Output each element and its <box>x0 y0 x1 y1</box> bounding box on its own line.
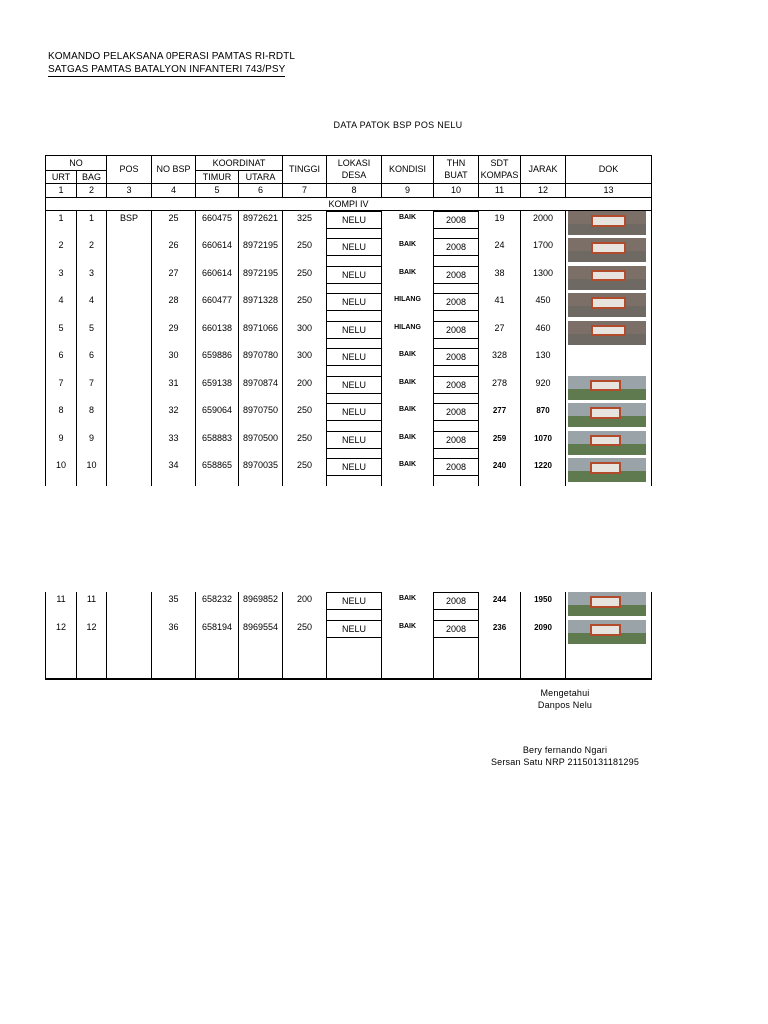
cell-urt: 3 <box>46 266 77 294</box>
patok-photo <box>568 376 646 400</box>
sig-danpos: Danpos Nelu <box>537 700 593 710</box>
cell-dok <box>566 431 652 459</box>
cell-pos <box>107 266 152 294</box>
cell-utara: 8970035 <box>239 458 283 486</box>
cell-timur: 658883 <box>196 431 239 459</box>
cell-dok <box>566 238 652 266</box>
table-row <box>46 321 652 349</box>
cell-utara: 8972621 <box>239 211 283 239</box>
cell-thn: 2008 <box>434 321 479 349</box>
cell-bag: 2 <box>77 238 107 266</box>
cell-urt: 5 <box>46 321 77 349</box>
cell-desa: NELU <box>327 238 382 266</box>
cell-pos <box>107 238 152 266</box>
cell-tinggi: 250 <box>283 620 327 648</box>
cell-tinggi: 250 <box>283 403 327 431</box>
cell-no-bsp: 33 <box>152 431 196 459</box>
col-kondisi: KONDISI <box>382 156 434 184</box>
cell-pos <box>107 348 152 376</box>
cell-kondisi: BAIK <box>382 238 434 266</box>
cell-bag: 11 <box>77 592 107 620</box>
cell-timur: 658865 <box>196 458 239 486</box>
col-no-bsp: NO BSP <box>152 156 196 184</box>
col-lokasi-desa: LOKASI DESA <box>327 156 382 184</box>
table-row <box>46 620 652 648</box>
cell-sdt: 277 <box>479 403 521 431</box>
patok-photo <box>568 458 646 482</box>
cell-urt: 10 <box>46 458 77 486</box>
cell-kondisi: HILANG <box>382 321 434 349</box>
cell-desa: NELU <box>327 403 382 431</box>
cell-jarak: 920 <box>521 376 566 404</box>
col-sdt-kompas: SDT KOMPAS <box>479 156 521 184</box>
cell-jarak: 1700 <box>521 238 566 266</box>
cell-utara: 8970750 <box>239 403 283 431</box>
cell-urt: 11 <box>46 592 77 620</box>
cell-no-bsp: 26 <box>152 238 196 266</box>
cell-pos <box>107 403 152 431</box>
cell-sdt: 236 <box>479 620 521 648</box>
cell-sdt: 27 <box>479 321 521 349</box>
cell-jarak: 2000 <box>521 211 566 239</box>
cell-utara: 8970500 <box>239 431 283 459</box>
cell-urt: 12 <box>46 620 77 648</box>
table-row <box>46 376 652 404</box>
cell-jarak: 2090 <box>521 620 566 648</box>
cell-timur: 659064 <box>196 403 239 431</box>
cell-thn: 2008 <box>434 238 479 266</box>
cell-urt: 9 <box>46 431 77 459</box>
cell-thn: 2008 <box>434 348 479 376</box>
cell-utara: 8972195 <box>239 238 283 266</box>
table-row <box>46 211 652 239</box>
cell-dok <box>566 403 652 431</box>
patok-photo <box>568 431 646 455</box>
group-label: KOMPI IV <box>46 198 652 211</box>
cell-no-bsp: 29 <box>152 321 196 349</box>
column-number-row <box>46 184 652 198</box>
cell-desa: NELU <box>327 620 382 648</box>
cell-bag: 9 <box>77 431 107 459</box>
sig-mengetahui: Mengetahui <box>540 688 590 698</box>
cell-thn: 2008 <box>434 293 479 321</box>
cell-sdt: 38 <box>479 266 521 294</box>
cell-desa: NELU <box>327 348 382 376</box>
col-number: 3 <box>107 184 152 198</box>
cell-timur: 660614 <box>196 266 239 294</box>
cell-no-bsp: 30 <box>152 348 196 376</box>
cell-pos <box>107 293 152 321</box>
cell-dok <box>566 266 652 294</box>
patok-photo <box>568 211 646 235</box>
col-koordinat: KOORDINAT <box>196 156 283 171</box>
cell-urt: 4 <box>46 293 77 321</box>
cell-kondisi: BAIK <box>382 348 434 376</box>
cell-timur: 660138 <box>196 321 239 349</box>
cell-tinggi: 250 <box>283 293 327 321</box>
cell-dok <box>566 620 652 648</box>
patok-photo <box>568 238 646 262</box>
cell-tinggi: 200 <box>283 376 327 404</box>
cell-pos <box>107 458 152 486</box>
data-table-continued <box>45 592 652 680</box>
cell-utara: 8970874 <box>239 376 283 404</box>
cell-bag: 12 <box>77 620 107 648</box>
sig-rank: Sersan Satu NRP 21150131181295 <box>490 757 640 767</box>
cell-urt: 1 <box>46 211 77 239</box>
cell-kondisi: BAIK <box>382 266 434 294</box>
cell-kondisi: BAIK <box>382 431 434 459</box>
col-number: 8 <box>327 184 382 198</box>
cell-sdt: 24 <box>479 238 521 266</box>
cell-sdt: 19 <box>479 211 521 239</box>
col-urt: URT <box>46 171 77 184</box>
patok-photo <box>568 403 646 427</box>
table-end-row <box>46 648 652 679</box>
col-dok: DOK <box>566 156 652 184</box>
cell-no-bsp: 36 <box>152 620 196 648</box>
cell-tinggi: 325 <box>283 211 327 239</box>
cell-desa: NELU <box>327 266 382 294</box>
patok-photo <box>568 293 646 317</box>
table-row <box>46 458 652 486</box>
col-timur: TIMUR <box>196 171 239 184</box>
cell-jarak: 450 <box>521 293 566 321</box>
cell-jarak: 1300 <box>521 266 566 294</box>
col-pos: POS <box>107 156 152 184</box>
col-no: NO <box>46 156 107 171</box>
cell-bag: 3 <box>77 266 107 294</box>
table-row <box>46 266 652 294</box>
cell-timur: 659886 <box>196 348 239 376</box>
cell-bag: 1 <box>77 211 107 239</box>
cell-tinggi: 250 <box>283 458 327 486</box>
data-table <box>45 155 652 486</box>
col-number: 7 <box>283 184 327 198</box>
cell-dok <box>566 592 652 620</box>
col-number: 6 <box>239 184 283 198</box>
cell-jarak: 1220 <box>521 458 566 486</box>
cell-jarak: 460 <box>521 321 566 349</box>
col-number: 4 <box>152 184 196 198</box>
col-utara: UTARA <box>239 171 283 184</box>
cell-no-bsp: 31 <box>152 376 196 404</box>
cell-kondisi: HILANG <box>382 293 434 321</box>
col-number: 12 <box>521 184 566 198</box>
cell-tinggi: 250 <box>283 238 327 266</box>
col-number: 5 <box>196 184 239 198</box>
cell-tinggi: 250 <box>283 431 327 459</box>
cell-pos <box>107 431 152 459</box>
cell-desa: NELU <box>327 211 382 239</box>
cell-urt: 8 <box>46 403 77 431</box>
cell-no-bsp: 25 <box>152 211 196 239</box>
cell-kondisi: BAIK <box>382 211 434 239</box>
cell-pos <box>107 592 152 620</box>
table-row <box>46 431 652 459</box>
cell-thn: 2008 <box>434 403 479 431</box>
cell-urt: 7 <box>46 376 77 404</box>
cell-timur: 660614 <box>196 238 239 266</box>
cell-timur: 660477 <box>196 293 239 321</box>
table-row <box>46 348 652 376</box>
cell-dok <box>566 321 652 349</box>
cell-kondisi: BAIK <box>382 620 434 648</box>
cell-sdt: 244 <box>479 592 521 620</box>
cell-thn: 2008 <box>434 620 479 648</box>
cell-thn: 2008 <box>434 592 479 620</box>
cell-timur: 658194 <box>196 620 239 648</box>
cell-sdt: 328 <box>479 348 521 376</box>
cell-jarak: 1950 <box>521 592 566 620</box>
cell-bag: 4 <box>77 293 107 321</box>
cell-no-bsp: 27 <box>152 266 196 294</box>
header-line-2: SATGAS PAMTAS BATALYON INFANTERI 743/PSY <box>48 64 286 75</box>
document-title: DATA PATOK BSP POS NELU <box>333 120 463 130</box>
cell-pos <box>107 321 152 349</box>
cell-jarak: 1070 <box>521 431 566 459</box>
cell-no-bsp: 34 <box>152 458 196 486</box>
table-row <box>46 403 652 431</box>
cell-utara: 8969554 <box>239 620 283 648</box>
cell-pos <box>107 376 152 404</box>
cell-thn: 2008 <box>434 458 479 486</box>
cell-desa: NELU <box>327 293 382 321</box>
cell-kondisi: BAIK <box>382 376 434 404</box>
cell-bag: 8 <box>77 403 107 431</box>
cell-bag: 10 <box>77 458 107 486</box>
cell-kondisi: BAIK <box>382 458 434 486</box>
cell-desa: NELU <box>327 458 382 486</box>
cell-no-bsp: 35 <box>152 592 196 620</box>
cell-pos <box>107 620 152 648</box>
col-tinggi: TINGGI <box>283 156 327 184</box>
cell-jarak: 870 <box>521 403 566 431</box>
col-jarak: JARAK <box>521 156 566 184</box>
cell-desa: NELU <box>327 321 382 349</box>
col-bag: BAG <box>77 171 107 184</box>
cell-kondisi: BAIK <box>382 592 434 620</box>
patok-photo <box>568 266 646 290</box>
table-row <box>46 293 652 321</box>
cell-dok <box>566 458 652 486</box>
cell-utara: 8969852 <box>239 592 283 620</box>
cell-tinggi: 200 <box>283 592 327 620</box>
cell-desa: NELU <box>327 592 382 620</box>
col-number: 9 <box>382 184 434 198</box>
cell-sdt: 240 <box>479 458 521 486</box>
cell-utara: 8972195 <box>239 266 283 294</box>
cell-timur: 658232 <box>196 592 239 620</box>
cell-tinggi: 300 <box>283 321 327 349</box>
cell-bag: 7 <box>77 376 107 404</box>
cell-no-bsp: 32 <box>152 403 196 431</box>
cell-desa: NELU <box>327 376 382 404</box>
cell-desa: NELU <box>327 431 382 459</box>
cell-thn: 2008 <box>434 431 479 459</box>
patok-photo <box>568 620 646 644</box>
cell-utara: 8970780 <box>239 348 283 376</box>
patok-photo <box>568 592 646 616</box>
col-number: 13 <box>566 184 652 198</box>
col-number: 11 <box>479 184 521 198</box>
cell-utara: 8971066 <box>239 321 283 349</box>
cell-tinggi: 300 <box>283 348 327 376</box>
cell-bag: 5 <box>77 321 107 349</box>
cell-urt: 6 <box>46 348 77 376</box>
cell-dok <box>566 376 652 404</box>
cell-no-bsp: 28 <box>152 293 196 321</box>
cell-thn: 2008 <box>434 376 479 404</box>
cell-dok <box>566 348 652 376</box>
cell-bag: 6 <box>77 348 107 376</box>
cell-thn: 2008 <box>434 211 479 239</box>
col-number: 2 <box>77 184 107 198</box>
table-row <box>46 592 652 620</box>
col-thn-buat: THN BUAT <box>434 156 479 184</box>
cell-sdt: 259 <box>479 431 521 459</box>
cell-utara: 8971328 <box>239 293 283 321</box>
cell-sdt: 41 <box>479 293 521 321</box>
cell-dok <box>566 211 652 239</box>
cell-kondisi: BAIK <box>382 403 434 431</box>
patok-photo <box>568 321 646 345</box>
cell-urt: 2 <box>46 238 77 266</box>
col-number: 1 <box>46 184 77 198</box>
cell-timur: 660475 <box>196 211 239 239</box>
header-line-1: KOMANDO PELAKSANA 0PERASI PAMTAS RI-RDTL <box>48 51 296 62</box>
cell-dok <box>566 293 652 321</box>
table-row <box>46 238 652 266</box>
col-number: 10 <box>434 184 479 198</box>
sig-name: Bery fernando Ngari <box>522 745 608 755</box>
cell-jarak: 130 <box>521 348 566 376</box>
cell-thn: 2008 <box>434 266 479 294</box>
cell-sdt: 278 <box>479 376 521 404</box>
cell-pos: BSP <box>107 211 152 239</box>
cell-tinggi: 250 <box>283 266 327 294</box>
cell-timur: 659138 <box>196 376 239 404</box>
